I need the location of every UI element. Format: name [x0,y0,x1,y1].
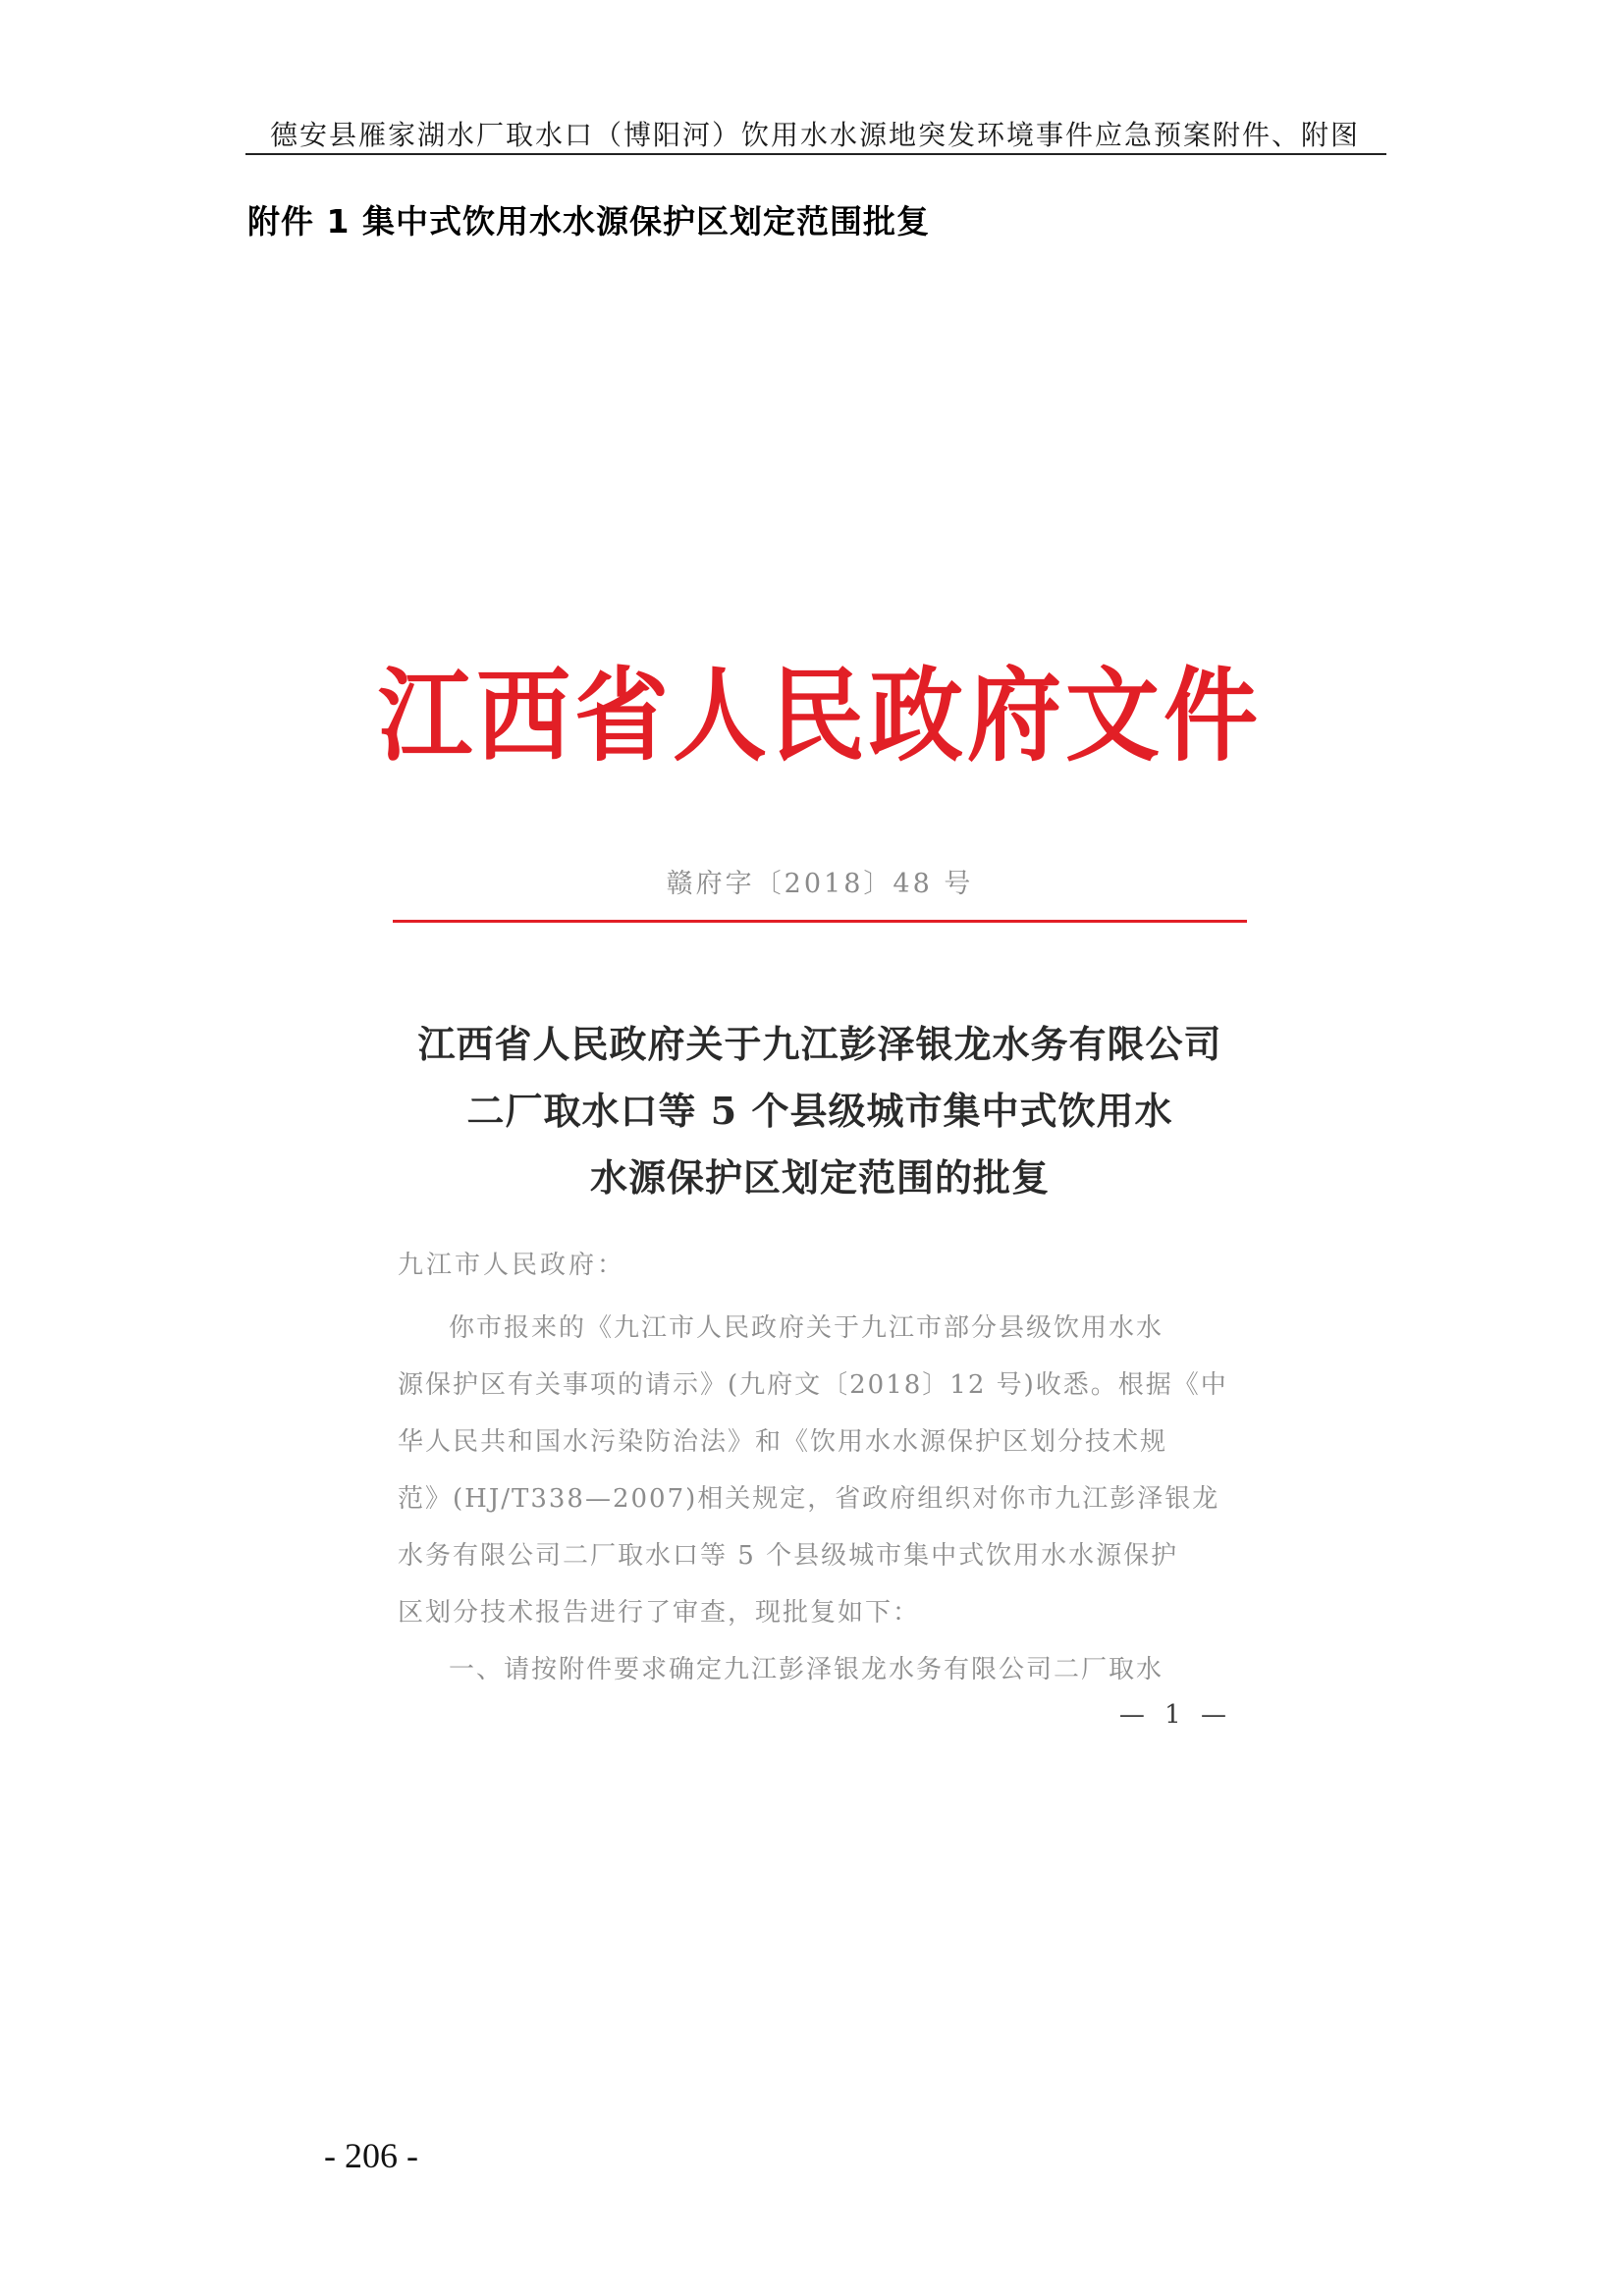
header-rule [245,153,1386,155]
body-line: 水务有限公司二厂取水口等 5 个县级城市集中式饮用水水源保护 [398,1541,1179,1571]
body-line: 区划分技术报告进行了审查，现批复如下： [398,1598,921,1628]
document-masthead: 江西省人民政府文件 [378,656,1262,776]
salutation: 九江市人民政府： [398,1251,626,1280]
scanned-document [378,589,1262,1767]
red-separator-rule [393,920,1247,923]
body-line: 你市报来的《九江市人民政府关于九江市部分县级饮用水水 [449,1313,1164,1343]
body-line: 华人民共和国水污染防治法》和《饮用水水源保护区划分技术规 [398,1427,1168,1457]
document-title [378,1011,1262,1211]
document-title-line: 江西省人民政府关于九江彭泽银龙水务有限公司 [417,1022,1222,1066]
document-body [398,1300,1242,1698]
scanned-page-number: — 1 — [1118,1700,1232,1730]
body-line: 范》(HJ/T338—2007)相关规定，省政府组织对你市九江彭泽银龙 [398,1484,1220,1514]
document-title-line: 二厂取水口等 5 个县级城市集中式饮用水 [466,1089,1173,1133]
running-header: 德安县雁家湖水厂取水口（博阳河）饮用水水源地突发环境事件应急预案附件、附图 [269,119,1360,151]
document-number: 赣府字〔2018〕48 号 [666,869,974,899]
body-line: 源保护区有关事项的请示》(九府文〔2018〕12 号)收悉。根据《中 [398,1370,1228,1400]
attachment-title: 附件 1 集中式饮用水水源保护区划定范围批复 [247,202,930,240]
document-title-line: 水源保护区划定范围的批复 [589,1155,1050,1200]
body-line: 一、请按附件要求确定九江彭泽银龙水务有限公司二厂取水 [449,1655,1164,1684]
page-number: - 206 - [324,2136,418,2175]
